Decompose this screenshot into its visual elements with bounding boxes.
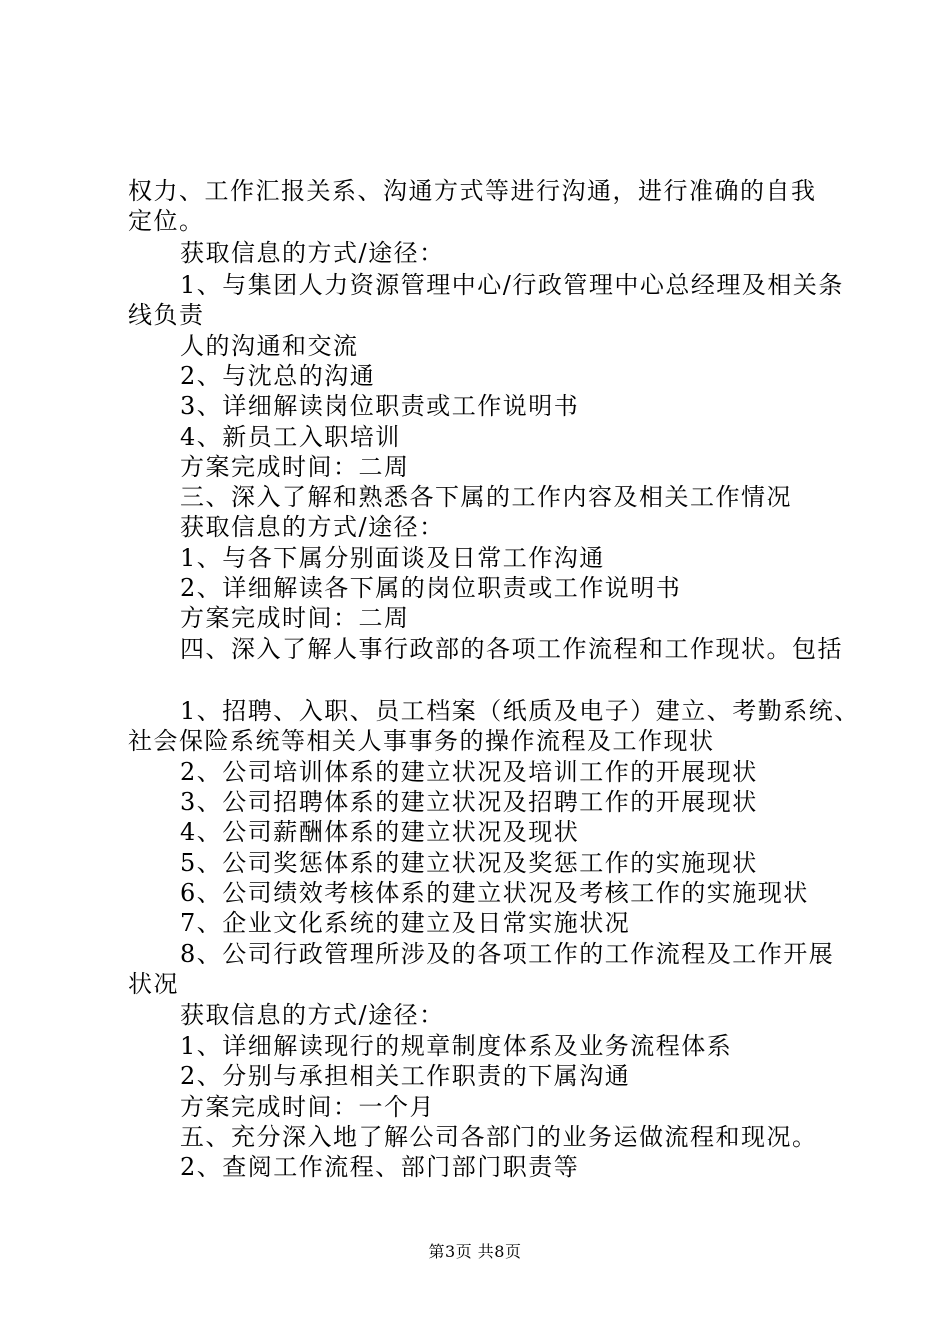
text-line: 3、详细解读岗位职责或工作说明书: [180, 392, 580, 420]
text-line: 获取信息的方式/途径：: [180, 1001, 445, 1029]
text-line: 2、查阅工作流程、部门部门职责等: [180, 1153, 580, 1181]
text-line: 6、公司绩效考核体系的建立状况及考核工作的实施现状: [180, 879, 809, 907]
section-heading: 三、深入了解和熟悉各下属的工作内容及相关工作情况: [180, 483, 792, 511]
text-line: 方案完成时间：二周: [180, 453, 410, 481]
text-line: 2、分别与承担相关工作职责的下属沟通: [180, 1062, 631, 1090]
text-line: 状况: [128, 970, 179, 998]
text-line: 2、公司培训体系的建立状况及培训工作的开展现状: [180, 758, 758, 786]
text-line: 线负责: [128, 301, 205, 329]
text-line: 1、招聘、入职、员工档案（纸质及电子）建立、考勤系统、: [180, 697, 860, 725]
text-line: 2、与沈总的沟通: [180, 362, 376, 390]
text-line: 获取信息的方式/途径：: [180, 513, 445, 541]
text-line: 权力、工作汇报关系、沟通方式等进行沟通，进行准确的自我: [128, 177, 817, 205]
text-line: 方案完成时间：二周: [180, 604, 410, 632]
text-line: 8、公司行政管理所涉及的各项工作的工作流程及工作开展: [180, 940, 835, 968]
text-line: 1、详细解读现行的规章制度体系及业务流程体系: [180, 1032, 733, 1060]
text-line: 3、公司招聘体系的建立状况及招聘工作的开展现状: [180, 788, 758, 816]
text-line: 获取信息的方式/途径：: [180, 239, 445, 267]
text-line: 7、企业文化系统的建立及日常实施状况: [180, 909, 631, 937]
text-line: 4、公司薪酬体系的建立状况及现状: [180, 818, 580, 846]
text-line: 定位。: [128, 207, 205, 235]
text-line: 4、新员工入职培训: [180, 423, 401, 451]
text-line: 1、与集团人力资源管理中心/行政管理中心总经理及相关条: [180, 271, 844, 299]
section-heading: 四、深入了解人事行政部的各项工作流程和工作现状。包括: [180, 635, 843, 663]
text-line: 2、详细解读各下属的岗位职责或工作说明书: [180, 574, 682, 602]
section-heading: 五、充分深入地了解公司各部门的业务运做流程和现况。: [180, 1123, 818, 1151]
text-line: 社会保险系统等相关人事事务的操作流程及工作现状: [128, 727, 715, 755]
page-footer: 第3页 共8页: [428, 1242, 522, 1261]
text-line: 5、公司奖惩体系的建立状况及奖惩工作的实施现状: [180, 849, 758, 877]
text-line: 人的沟通和交流: [180, 332, 359, 360]
text-line: 方案完成时间：一个月: [180, 1093, 435, 1121]
text-line: 1、与各下属分别面谈及日常工作沟通: [180, 544, 605, 572]
